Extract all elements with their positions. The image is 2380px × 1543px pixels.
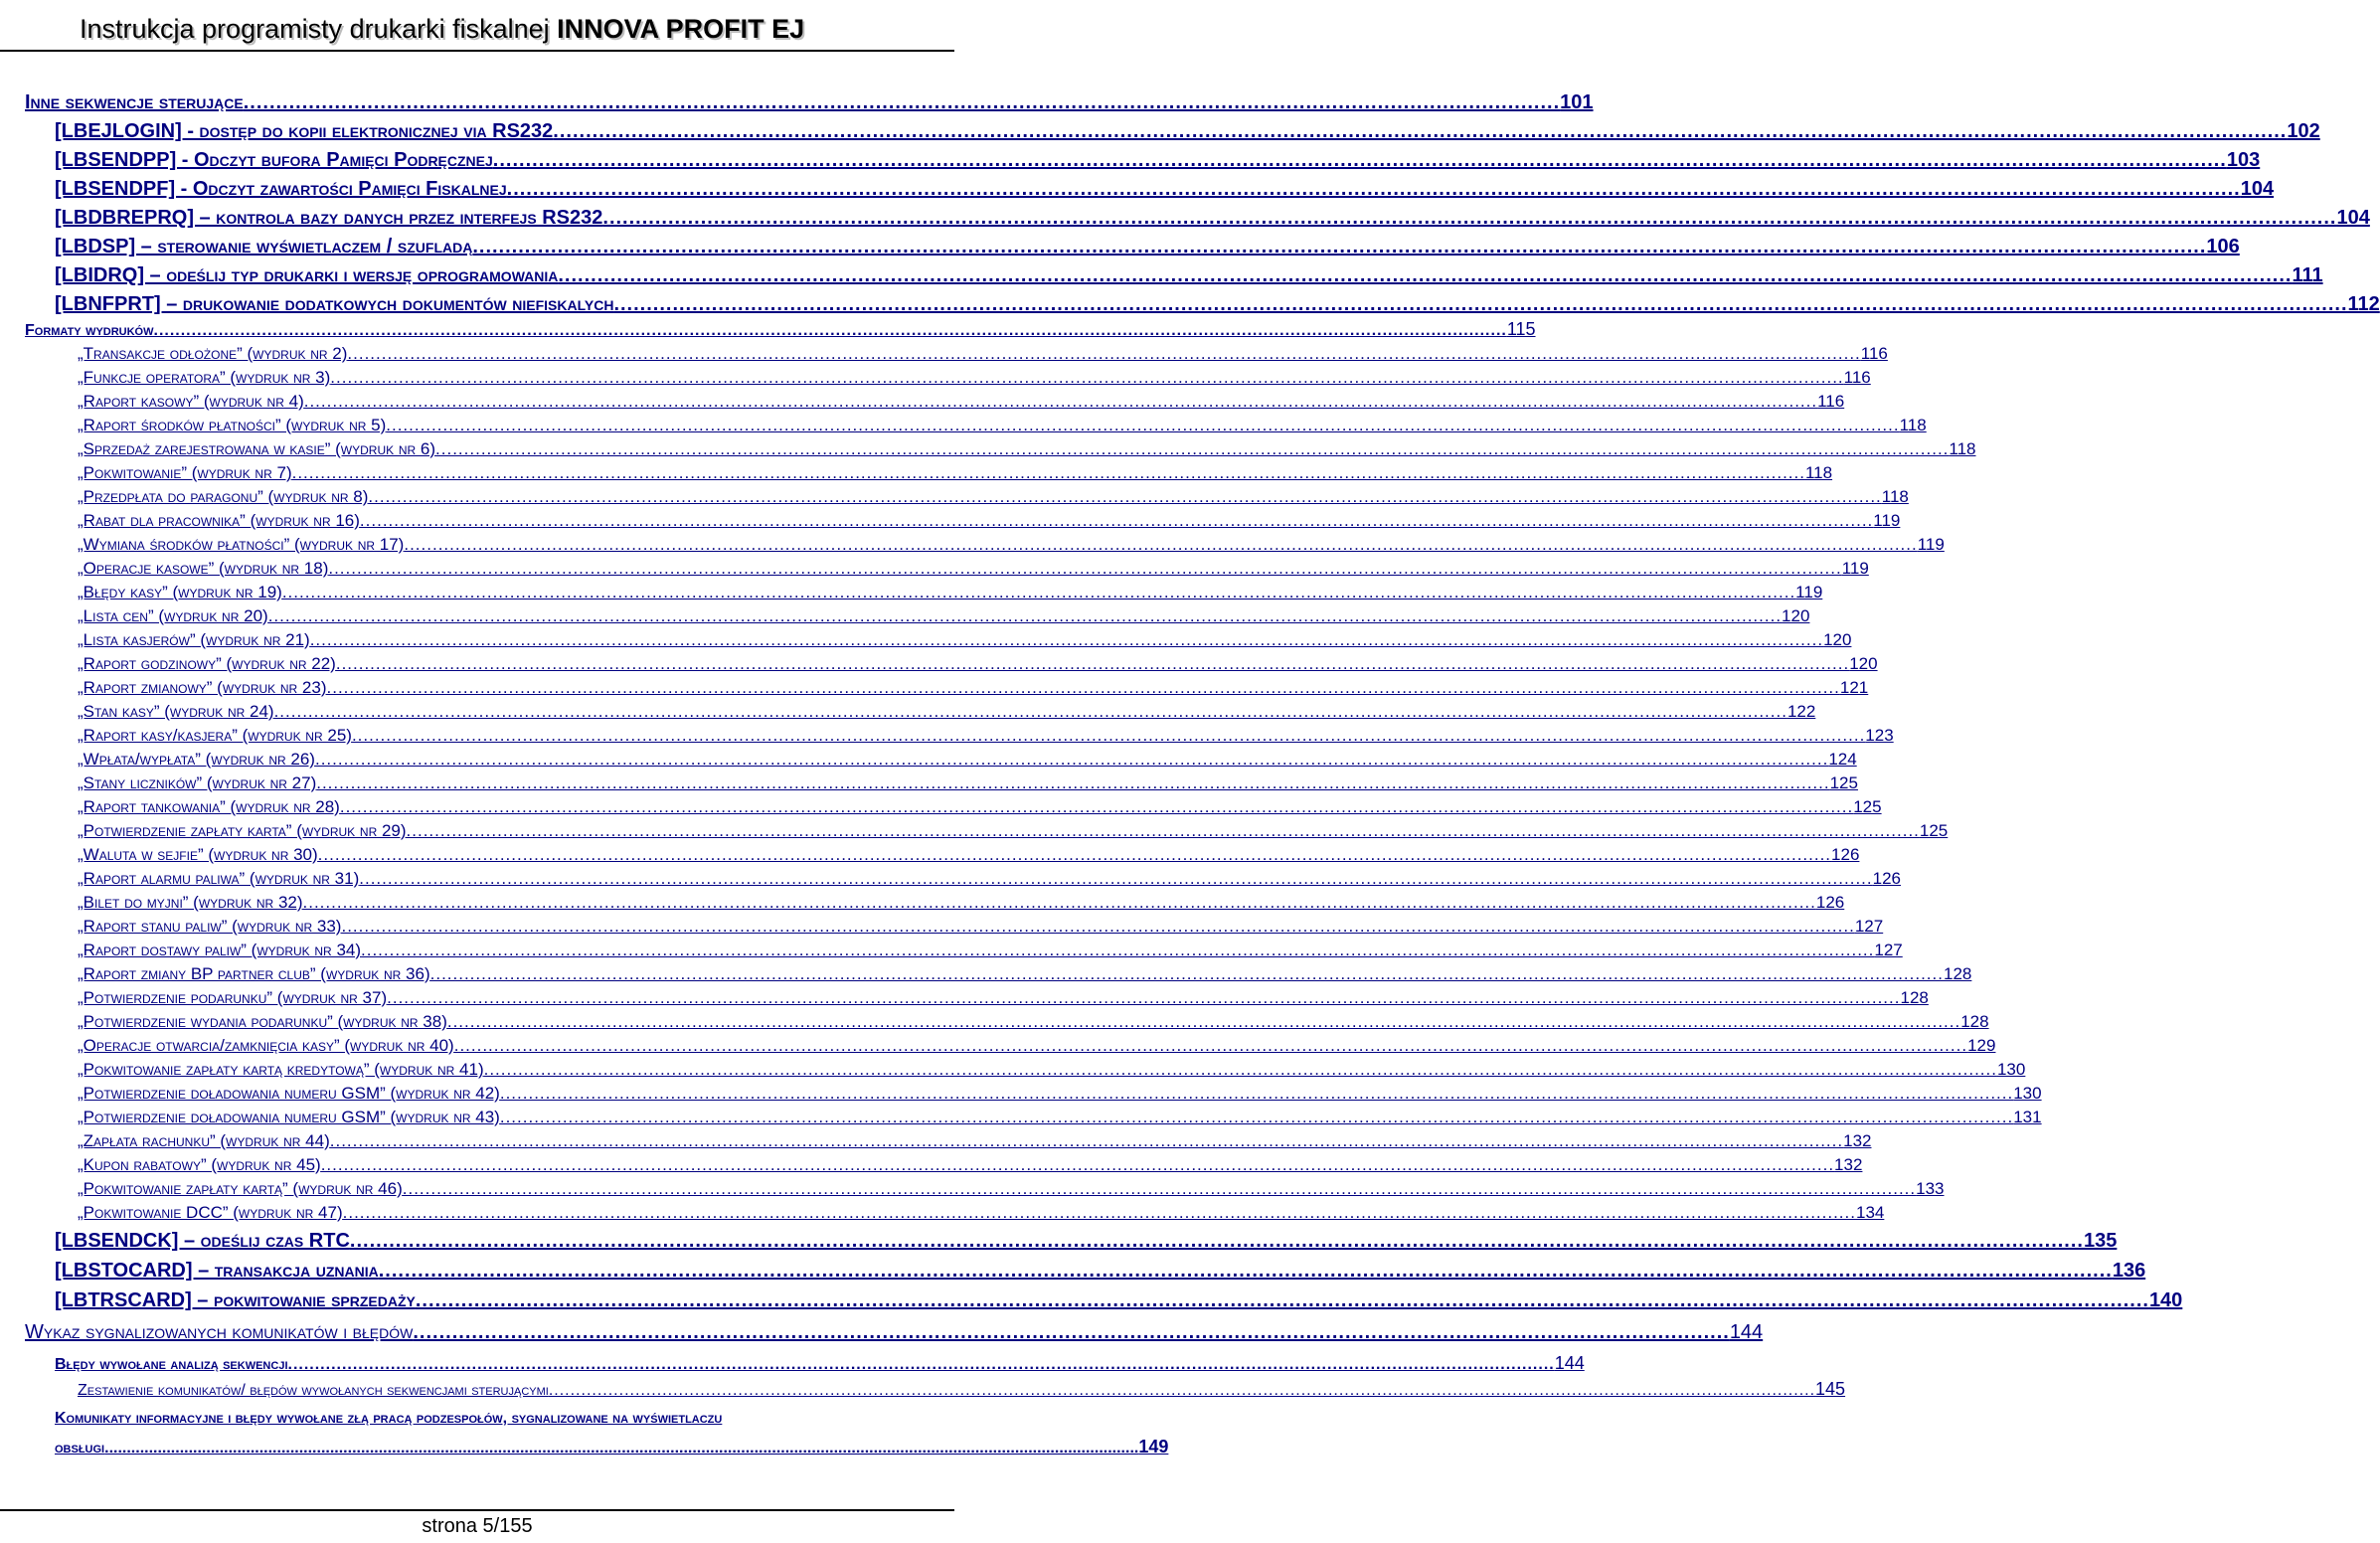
toc-entry-text: [LBSENDCK] – odeślij czas RTC bbox=[55, 1230, 350, 1252]
toc-page-number: 103 bbox=[2226, 149, 2261, 171]
toc-entry[interactable] bbox=[0, 435, 1976, 459]
toc-page-number: 125 bbox=[1829, 773, 1858, 792]
toc-entry-text: „Transakcje odłożone” (wydruk nr 2) bbox=[78, 344, 348, 363]
toc-entry[interactable] bbox=[0, 865, 1901, 889]
toc-leader: .......................................................................................................................................................................................................................................................................... bbox=[341, 917, 1855, 936]
toc-page-number: 130 bbox=[2013, 1084, 2042, 1103]
toc-entry[interactable] bbox=[0, 1199, 1885, 1223]
toc-entry[interactable] bbox=[0, 201, 2370, 230]
toc-entry[interactable] bbox=[0, 1104, 2042, 1127]
toc-entry-text: „Raport środków płatności” (wydruk nr 5) bbox=[78, 416, 387, 434]
toc-entry-text: „Raport godzinowy” (wydruk nr 22) bbox=[78, 654, 336, 673]
toc-leader: .......................................................................................................................................................................................................................................................................... bbox=[499, 1108, 2014, 1126]
toc-entry-text: „Pokwitowanie zapłaty kartą kredytową” (wydruk nr 41) bbox=[78, 1060, 484, 1079]
toc-entry-text: „Operacje kasowe” (wydruk nr 18) bbox=[78, 559, 329, 578]
toc-leader: .......................................................................................................................................................................................................................................................................... bbox=[349, 1230, 2084, 1252]
toc-entry-text: „Zapłata rachunku” (wydruk nr 44) bbox=[78, 1131, 330, 1150]
toc-page-number: 126 bbox=[1815, 893, 1845, 912]
toc-leader: .......................................................................................................................................................................................................................................................................... bbox=[429, 964, 1944, 983]
toc-leader: .......................................................................................................................................................................................................................................................................... bbox=[291, 463, 1805, 482]
toc-entry-text: [LBDSP] – sterowanie wyświetlaczem / szufladą bbox=[55, 236, 473, 257]
toc-entry[interactable] bbox=[0, 650, 1878, 674]
toc-entry[interactable] bbox=[0, 770, 1858, 793]
toc-entry-text: Inne sekwencje sterujące bbox=[25, 91, 244, 113]
toc-page-number: 123 bbox=[1865, 726, 1894, 745]
toc-page-number: 118 bbox=[1881, 487, 1909, 506]
toc-entry[interactable] bbox=[0, 340, 1888, 364]
toc-leader: .......................................................................................................................................................................................................................................................... bbox=[153, 322, 1507, 339]
toc-entry[interactable] bbox=[0, 579, 1823, 602]
toc-entry-text: [LBSTOCARD] – transakcja uznania bbox=[55, 1260, 379, 1282]
toc-entry[interactable] bbox=[0, 364, 1871, 388]
toc-entry-text: „Waluta w sejfie” (wydruk nr 30) bbox=[78, 845, 318, 864]
toc-page-number: 129 bbox=[1967, 1036, 1996, 1055]
toc-entry[interactable] bbox=[0, 793, 1882, 817]
toc-entry-text: „Kupon rabatowy” (wydruk nr 45) bbox=[78, 1155, 321, 1174]
toc-entry-text: [LBIDRQ] – odeślij typ drukarki i wersję oprogramowania bbox=[55, 264, 559, 286]
toc-leader: .......................................................................................................................................................................................................................................................................... bbox=[402, 1179, 1917, 1198]
toc-entry[interactable] bbox=[0, 746, 1857, 770]
footer-rule bbox=[0, 1509, 954, 1511]
toc-entry[interactable] bbox=[0, 1175, 1945, 1199]
toc-page-number: 124 bbox=[1828, 750, 1857, 769]
toc-entry-text: [LBNFPRT] – drukowanie dodatkowych dokumentów niefiskalych bbox=[55, 293, 614, 315]
toc-entry-komunikaty[interactable]: Komunikaty informacyjne i błędy wywołane złą pracą podzespołów, sygnalizowane na wyświetlaczu bbox=[55, 1410, 723, 1427]
toc-entry[interactable] bbox=[0, 531, 1945, 555]
toc-entry[interactable] bbox=[0, 143, 2261, 172]
toc-leader: .......................................................................................................................................................................................................................................................................... bbox=[328, 559, 1842, 578]
toc-page-number: 126 bbox=[1831, 845, 1860, 864]
toc-entry[interactable] bbox=[0, 1080, 2042, 1104]
toc-entry-inne-sekwencje[interactable] bbox=[0, 85, 1594, 114]
toc-entry[interactable] bbox=[0, 1127, 1872, 1151]
toc-leader: .......................................................................................................................................................................................................................................... bbox=[287, 1356, 1555, 1373]
toc-entry[interactable] bbox=[0, 1283, 2183, 1312]
toc-leader: .......................................................................................................................................................................................................................................................................... bbox=[347, 344, 1861, 363]
toc-leader: .......................................................................................................................................................................................................................................................................... bbox=[359, 511, 1874, 530]
toc-entry-komunikaty-cont[interactable] bbox=[0, 1432, 1169, 1457]
toc-leader: .......................................................................................................................................................................................................................................................................... bbox=[506, 178, 2241, 200]
toc-entry-text: „Funkcje operatora” (wydruk nr 3) bbox=[78, 368, 331, 387]
toc-leader: .......................................................................................................................................................................................................... bbox=[413, 1321, 1730, 1343]
toc-page-number: 126 bbox=[1872, 869, 1901, 888]
toc-page-number: 104 bbox=[2240, 178, 2275, 200]
toc-entry[interactable] bbox=[0, 412, 1927, 435]
toc-page-number: 132 bbox=[1843, 1131, 1872, 1150]
toc-leader: .......................................................................................................................................................................................................................................................................... bbox=[281, 583, 1796, 601]
toc-entry[interactable] bbox=[0, 1032, 1996, 1056]
toc-leader: .......................................................................................................................................................................................................................................................................... bbox=[335, 654, 1850, 673]
toc-entry-text: „Sprzedaż zarejestrowana w kasie” (wydruk nr 6) bbox=[78, 439, 436, 458]
toc-leader: .......................................................................................................................................................................................................................................................................... bbox=[342, 1203, 1856, 1222]
toc-entry-text: „Potwierdzenie doładowania numeru GSM” (wydruk nr 43) bbox=[78, 1108, 500, 1126]
toc-entry[interactable] bbox=[0, 889, 1845, 913]
toc-entry-text: „Błędy kasy” (wydruk nr 19) bbox=[78, 583, 282, 601]
toc-entry-text: „Potwierdzenie wydania podarunku” (wydruk nr 38) bbox=[78, 1012, 447, 1031]
toc-entry-text: „Pokwitowanie DCC” (wydruk nr 47) bbox=[78, 1203, 343, 1222]
toc-leader: .......................................................................................................................................................................................................................................................................... bbox=[320, 1155, 1835, 1174]
toc-page-number: 144 bbox=[1554, 1353, 1585, 1373]
toc-entry-text: „Lista cen” (wydruk nr 20) bbox=[78, 606, 268, 625]
toc-entry[interactable] bbox=[0, 698, 1816, 722]
toc-entry[interactable] bbox=[0, 722, 1894, 746]
toc-page-number: 112 bbox=[2347, 293, 2380, 315]
toc-entry[interactable] bbox=[0, 258, 2323, 287]
toc-entry-text: „Raport alarmu paliwa” (wydruk nr 31) bbox=[78, 869, 360, 888]
toc-entry-text: Błędy wywołane analizą sekwencji bbox=[55, 1356, 288, 1373]
toc-entry-text: „Raport stanu paliw” (wydruk nr 33) bbox=[78, 917, 342, 936]
toc-leader: .......................................................................................................................................................................................................................................... bbox=[104, 1440, 1139, 1457]
page-header bbox=[0, 0, 954, 52]
toc-leader: .......................................................................................................................................................................................................................................................................... bbox=[330, 368, 1844, 387]
toc-page-number: 136 bbox=[2112, 1260, 2146, 1282]
toc-leader: .......................................................................................................................................................................................................................................................................... bbox=[302, 893, 1816, 912]
toc-entry-text: „Raport tankowania” (wydruk nr 28) bbox=[78, 797, 340, 816]
toc-page-number: 118 bbox=[1949, 439, 1976, 458]
toc-entry-text: „Raport zmianowy” (wydruk nr 23) bbox=[78, 678, 327, 697]
toc-page-number: 116 bbox=[1843, 368, 1871, 387]
toc-page-number: 149 bbox=[1138, 1437, 1169, 1457]
toc-page-number: 131 bbox=[2013, 1108, 2042, 1126]
toc-leader: .......................................................................................................................................................................................................................................................................... bbox=[317, 845, 1832, 864]
toc-entry-text: [LBSENDPP] - Odczyt bufora Pamięci Podręcznej bbox=[55, 149, 493, 171]
toc-leader: .......................................................................................................................................................................................................................................................................... bbox=[303, 392, 1818, 411]
toc-entry[interactable] bbox=[0, 114, 2320, 143]
toc-entry[interactable] bbox=[0, 388, 1845, 412]
toc-page-number: 111 bbox=[2292, 264, 2323, 286]
toc-entry-text: [LBEJLOGIN] - dostęp do kopii elektronicznej via RS232 bbox=[55, 120, 554, 142]
toc-entry-text: „Operacje otwarcia/zamknięcia kasy” (wydruk nr 40) bbox=[78, 1036, 454, 1055]
toc-entry[interactable] bbox=[0, 1008, 1989, 1032]
toc-page-number: 125 bbox=[1853, 797, 1882, 816]
toc-entry-formaty[interactable] bbox=[0, 316, 1536, 340]
toc-page-number: 118 bbox=[1899, 416, 1927, 434]
toc-page-number: 120 bbox=[1782, 606, 1810, 625]
toc-entry-text: „Potwierdzenie podarunku” (wydruk nr 37) bbox=[78, 988, 388, 1007]
toc-entry-text: [LBDBREPRQ] – kontrola bazy danych przez interfejs RS232 bbox=[55, 207, 603, 229]
toc-page-number: 122 bbox=[1786, 702, 1816, 721]
toc-entry-text: [LBTRSCARD] – pokwitowanie sprzedaży bbox=[55, 1289, 416, 1311]
page-footer: strona 5/155 bbox=[422, 1515, 533, 1537]
toc-leader: .......................................................................................................................................................................................................................................................................... bbox=[602, 207, 2337, 229]
toc-leader: .......................................................................................................................................................................................................................................................................... bbox=[329, 1131, 1844, 1150]
toc-page-number: 101 bbox=[1560, 91, 1594, 113]
toc-entry-text: Formaty wydruków bbox=[25, 322, 154, 339]
toc-page-number: 106 bbox=[2206, 236, 2240, 257]
toc-leader: .......................................................................................................................................................................................................................................................................... bbox=[267, 606, 1783, 625]
toc-entry-text: [LBSENDPF] - Odczyt zawartości Pamięci Fiskalnej bbox=[55, 178, 507, 200]
toc-entry[interactable] bbox=[0, 1253, 2146, 1283]
toc-entry[interactable] bbox=[0, 1151, 1863, 1175]
toc-entry-text: „Stany liczników” (wydruk nr 27) bbox=[78, 773, 317, 792]
toc-leader: .......................................................................................................................................................................................................................................................................... bbox=[378, 1260, 2113, 1282]
toc-entry[interactable] bbox=[0, 913, 1884, 937]
toc-page-number: 144 bbox=[1729, 1321, 1764, 1343]
toc-page-number: 127 bbox=[1874, 941, 1903, 959]
toc-entry-text: „Wymiana środków płatności” (wydruk nr 17) bbox=[78, 535, 405, 554]
toc-page-number: 128 bbox=[1900, 988, 1929, 1007]
toc-leader: .......................................................................................................................................................................................................................................................................... bbox=[368, 487, 1882, 506]
toc-leader: .......................................................................................................................................................................................................................................................................... bbox=[435, 439, 1950, 458]
toc-leader: .......................................................................................................................................................................................................................................................................... bbox=[386, 416, 1900, 434]
toc-page-number: 128 bbox=[1960, 1012, 1989, 1031]
toc-leader: .......................................................................................................................................................................................................................................................................... bbox=[326, 678, 1840, 697]
toc-entry[interactable] bbox=[0, 937, 1903, 960]
toc-leader: .......................................................................................................................................................................................................................................................................... bbox=[387, 988, 1901, 1007]
toc-leader: .......................................................................................................................................................................................................................................................................... bbox=[361, 941, 1875, 959]
toc-entry[interactable] bbox=[0, 674, 1869, 698]
toc-page-number: 125 bbox=[1919, 821, 1949, 840]
toc-page-number: 134 bbox=[1855, 1203, 1885, 1222]
toc-page-number: 119 bbox=[1841, 559, 1869, 578]
toc-entry-text: „Rabat dla pracownika” (wydruk nr 16) bbox=[78, 511, 360, 530]
document-title: Instrukcja programisty drukarki fiskalnej INNOVA PROFIT EJ bbox=[80, 14, 805, 44]
toc-page-number: 128 bbox=[1943, 964, 1972, 983]
toc-page-number: 121 bbox=[1839, 678, 1869, 697]
toc-leader: .......................................................................................................................................................................................................................................................................... bbox=[314, 750, 1829, 769]
toc-entry[interactable] bbox=[0, 1223, 2118, 1253]
toc-entry-wykaz[interactable] bbox=[0, 1312, 1764, 1344]
toc-page-number: 104 bbox=[2336, 207, 2370, 229]
toc-entry[interactable] bbox=[0, 817, 1949, 841]
toc-leader: .......................................................................................................................................................................................................................................................................... bbox=[472, 236, 2207, 257]
toc-page-number: 127 bbox=[1854, 917, 1884, 936]
toc-entry[interactable] bbox=[0, 230, 2240, 258]
toc-page-number: 130 bbox=[1996, 1060, 2026, 1079]
toc-leader: .......................................................................................................................................................................................................................................................................... bbox=[339, 797, 1854, 816]
toc-entry-text: „Potwierdzenie doładowania numeru GSM” (wydruk nr 42) bbox=[78, 1084, 500, 1103]
toc-entry[interactable] bbox=[0, 483, 1909, 507]
toc-page-number: 135 bbox=[2083, 1230, 2118, 1252]
toc-entry-bledy[interactable] bbox=[0, 1344, 1585, 1374]
toc-entry-text: „Bilet do myjni” (wydruk nr 32) bbox=[78, 893, 303, 912]
toc-entry[interactable] bbox=[0, 459, 1833, 483]
toc-leader: .......................................................................................................................................................................................................................................................................... bbox=[558, 264, 2293, 286]
toc-leader: .......................................................................................................................................................................................................................................................................... bbox=[415, 1289, 2149, 1311]
toc-entry-text: „Przedpłata do paragonu” (wydruk nr 8) bbox=[78, 487, 369, 506]
toc-entry-text: „Pokwitowanie” (wydruk nr 7) bbox=[78, 463, 292, 482]
toc-page-number: 140 bbox=[2148, 1289, 2183, 1311]
toc-entry-text: „Raport kasy/kasjera” (wydruk nr 25) bbox=[78, 726, 352, 745]
toc-entry-text: „Potwierdzenie zapłaty karta” (wydruk nr 29) bbox=[78, 821, 407, 840]
toc-page-number: 119 bbox=[1917, 535, 1945, 554]
toc-leader: .......................................................................................................................................................................................................... bbox=[243, 91, 1561, 113]
toc-page-number: 102 bbox=[2287, 120, 2320, 142]
toc-page-number: 120 bbox=[1849, 654, 1878, 673]
toc-entry-text: „Lista kasjerów” (wydruk nr 21) bbox=[78, 630, 310, 649]
toc-entry-text: obsługi bbox=[55, 1440, 105, 1457]
toc-page-number: 118 bbox=[1804, 463, 1833, 482]
toc-leader: .......................................................................................................................................................................................................................................................................... bbox=[316, 773, 1830, 792]
toc-page-number: 115 bbox=[1506, 319, 1536, 339]
toc-leader: .......................................................................................................................................................................................................................................................................... bbox=[359, 869, 1873, 888]
toc-entry-text: „Stan kasy” (wydruk nr 24) bbox=[78, 702, 274, 721]
toc-leader: .......................................................................................................................................................................................................................................... bbox=[548, 1382, 1816, 1399]
toc-page-number: 120 bbox=[1823, 630, 1852, 649]
toc-leader: .......................................................................................................................................................................................................................................................................... bbox=[483, 1060, 1997, 1079]
toc-entry-text: „Raport kasowy” (wydruk nr 4) bbox=[78, 392, 304, 411]
toc-page-number: 119 bbox=[1795, 583, 1823, 601]
toc-entry[interactable] bbox=[0, 172, 2275, 201]
toc-entry[interactable] bbox=[0, 287, 2380, 316]
toc-entry-text: „Raport zmiany BP partner club” (wydruk nr 36) bbox=[78, 964, 430, 983]
toc-entry-text: Zestawienie komunikatów/ błędów wywołanych sekwencjami sterującymi bbox=[78, 1382, 549, 1399]
toc-page-number: 133 bbox=[1916, 1179, 1945, 1198]
toc-leader: .......................................................................................................................................................................................................................................................................... bbox=[553, 120, 2288, 142]
toc-entry[interactable] bbox=[0, 602, 1810, 626]
toc-entry[interactable] bbox=[0, 1056, 2026, 1080]
toc-entry-text: Wykaz sygnalizowanych komunikatów i błędów bbox=[25, 1321, 414, 1343]
toc-entry[interactable] bbox=[0, 507, 1901, 531]
toc-entry-zestawienie[interactable] bbox=[0, 1374, 1846, 1400]
toc-entry[interactable] bbox=[0, 984, 1929, 1008]
toc-page-number: 119 bbox=[1873, 511, 1901, 530]
toc-entry[interactable] bbox=[0, 960, 1972, 984]
toc-entry-text: „Wpłata/wypłata” (wydruk nr 26) bbox=[78, 750, 315, 769]
toc-entry[interactable] bbox=[0, 555, 1869, 579]
toc-leader: .......................................................................................................................................................................................................................................................................... bbox=[453, 1036, 1968, 1055]
toc-entry-text: „Raport dostawy paliw” (wydruk nr 34) bbox=[78, 941, 362, 959]
toc-leader: .......................................................................................................................................................................................................................................................................... bbox=[406, 821, 1920, 840]
toc-leader: .......................................................................................................................................................................................................................................................................... bbox=[351, 726, 1866, 745]
toc-page-number: 116 bbox=[1817, 392, 1845, 411]
toc-entry[interactable] bbox=[0, 626, 1852, 650]
toc-page-number: 116 bbox=[1860, 344, 1888, 363]
toc-leader: .......................................................................................................................................................................................................................................................................... bbox=[446, 1012, 1961, 1031]
toc-page-number: 132 bbox=[1834, 1155, 1863, 1174]
toc-leader: .......................................................................................................................................................................................................................................................................... bbox=[404, 535, 1918, 554]
toc-entry[interactable] bbox=[0, 841, 1860, 865]
toc-entry-text: „Pokwitowanie zapłaty kartą” (wydruk nr 46) bbox=[78, 1179, 403, 1198]
toc-page-number: 145 bbox=[1815, 1379, 1846, 1399]
toc-leader: .......................................................................................................................................................................................................................................................................... bbox=[492, 149, 2227, 171]
table-of-contents bbox=[0, 85, 2380, 1457]
toc-leader: .......................................................................................................................................................................................................................................................................... bbox=[309, 630, 1824, 649]
toc-leader: .......................................................................................................................................................................................................................................................................... bbox=[273, 702, 1787, 721]
toc-leader: .......................................................................................................................................................................................................................................................................... bbox=[613, 293, 2348, 315]
toc-leader: .......................................................................................................................................................................................................................................................................... bbox=[499, 1084, 2014, 1103]
